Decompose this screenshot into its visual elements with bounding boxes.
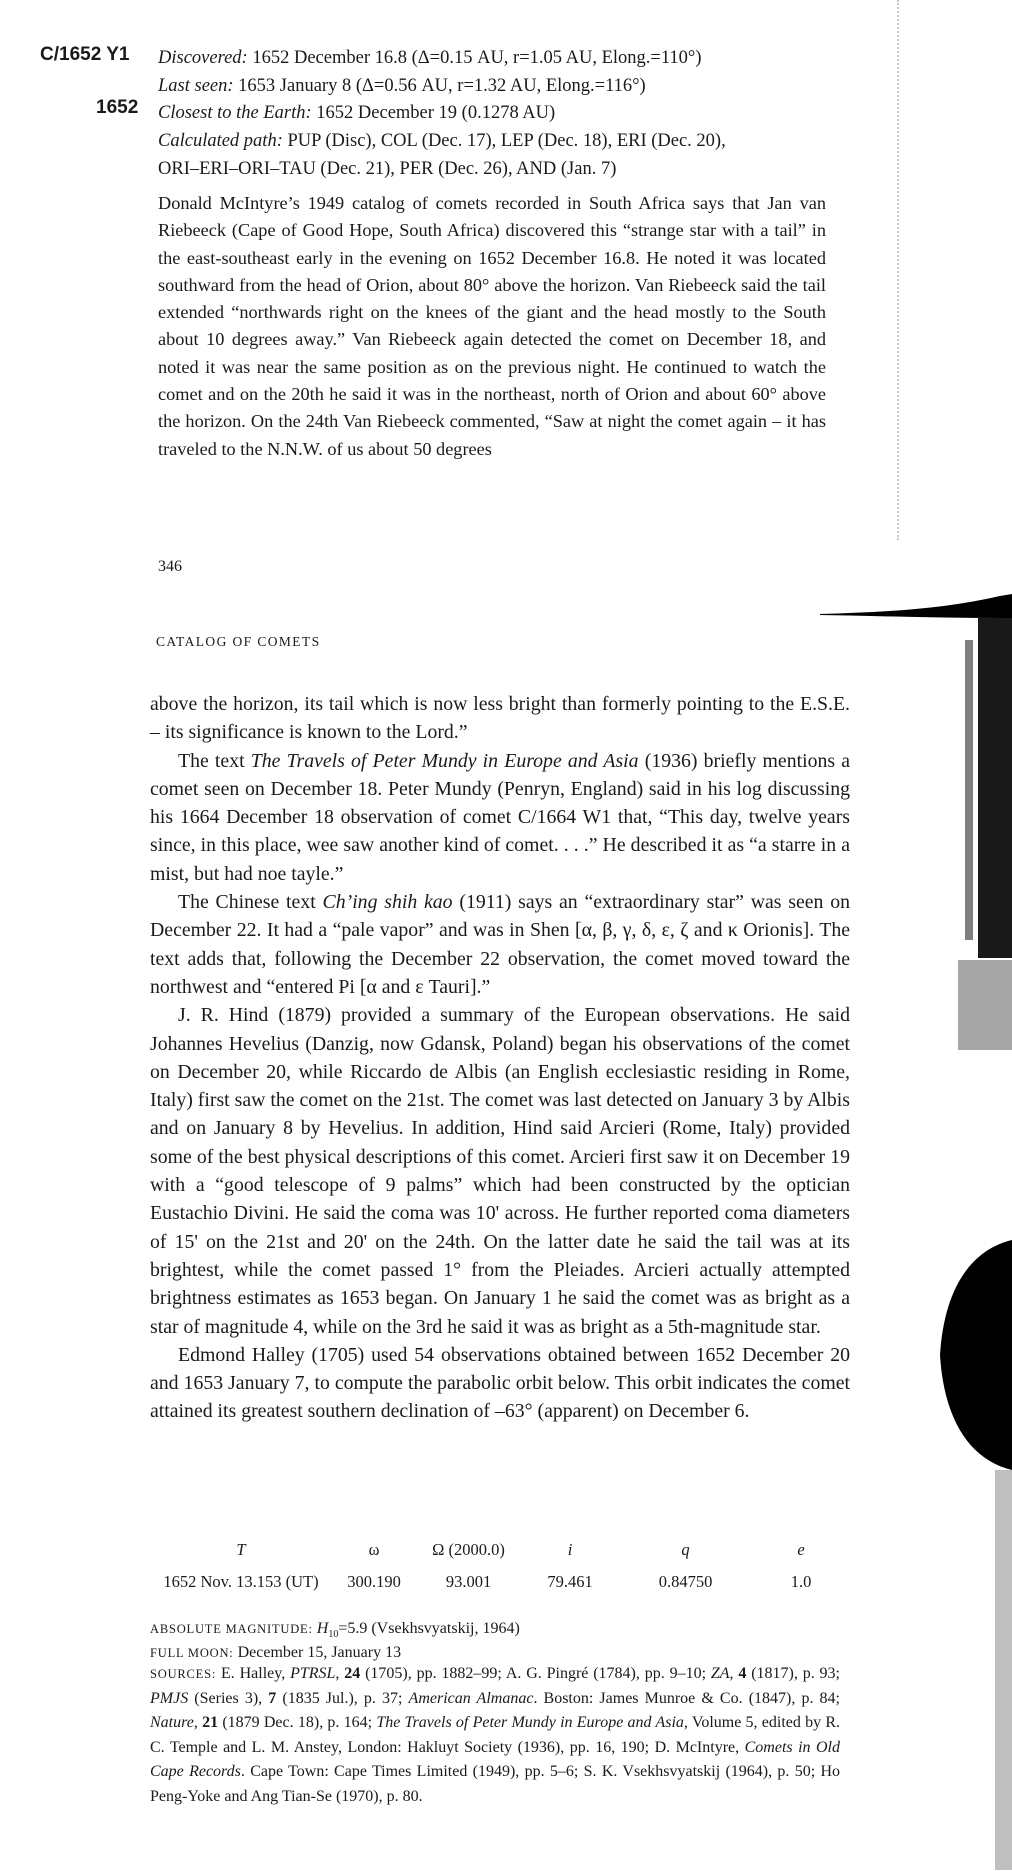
orbit-table <box>150 1536 850 1594</box>
last-seen-text: 1653 January 8 (Δ=0.56 AU, r=1.32 AU, Elong.=116°) <box>238 76 646 96</box>
full-moon-label: FULL MOON: <box>150 1646 234 1660</box>
sources-text: (1835 Jul.), p. 37; <box>276 1689 409 1707</box>
paragraph-continuation: above the horizon, its tail which is now less bright than formerly pointing to the E.S.E. – its significance is known to the Lord.” <box>150 693 850 744</box>
sources-text: . Cape Town: Cape Times Limited (1949), pp. 5–6; S. K. Vsekhsvyatskij (1964), p. 50; Ho Peng-Yoke and Ang Tian-Se (1970), p. 80. <box>150 1763 841 1805</box>
sources <box>150 1662 840 1810</box>
closest-line <box>158 101 555 125</box>
mundy-title: The Travels of Peter Mundy in Europe and Asia <box>250 749 639 772</box>
chinese-text-b: (1911) says an “extraordinary star” was seen on December 22. It had a “pale vapor” and was in Shen [α, β, γ, δ, ε, ζ and κ Orionis]. The text adds that, following the December 22 observation, the comet moved toward the northwest and “entered Pi [α and ε Tauri].” <box>150 891 850 998</box>
source-title: The Travels of Peter Mundy in Europe and Asia <box>376 1714 684 1732</box>
sources-text: (1879 Dec. 18), p. 164; <box>218 1714 377 1732</box>
sources-text: E. Halley, <box>216 1665 291 1682</box>
closest-label: Closest to the Earth: <box>158 103 312 123</box>
source-volume: 24 <box>344 1665 361 1682</box>
discovered-label: Discovered: <box>158 48 248 68</box>
sources-text: , <box>729 1665 739 1682</box>
orbit-table-header <box>150 1536 850 1570</box>
closest-text: 1652 December 19 (0.1278 AU) <box>316 103 556 123</box>
sources-text: (1817), p. 93; <box>746 1665 840 1682</box>
main-text <box>150 690 850 1426</box>
mundy-text-a: The text <box>178 749 251 772</box>
cell-omega: 300.190 <box>347 1572 401 1591</box>
abs-mag-label: ABSOLUTE MAGNITUDE: <box>150 1622 313 1636</box>
sources-text: , <box>335 1665 345 1682</box>
col-i: i <box>567 1540 573 1559</box>
path-text-1: PUP (Disc), COL (Dec. 17), LEP (Dec. 18), ERI (Dec. 20), <box>287 131 726 151</box>
discovered-line <box>158 46 701 70</box>
source-title: Nature <box>150 1714 194 1732</box>
source-title: American Almanac <box>408 1689 534 1707</box>
sources-label: SOURCES: <box>150 1667 217 1681</box>
sources-text: . Boston: James Munroe & Co. (1847), p. 84; <box>533 1689 840 1707</box>
scan-edge-blob <box>930 1240 1012 1470</box>
paragraph-hind: J. R. Hind (1879) provided a summary of the European observations. He said Johannes Hevelius (Danzig, now Gdansk, Poland) began his observations of the comet on December 20, while Riccardo de Albis (an English ecclesiastic residing in Rome, Italy) first saw the comet on the 21st. The comet was last detected on January 3 by Albis and on January 8 by Hevelius. In addition, Hind said Arcieri (Rome, Italy) provided some of the best physical descriptions of this comet. Arcieri first saw it on December 19 with a “good telescope of 9 palms” which had been constructed by the optician Eustachio Divini. He said the coma was 10' across. He further reported coma diameters of 15' on the 21st and 20' on the 24th. On the latter date he said the tail was at its brightest, while the comet passed 1° from the Pleiades. Arcieri actually attempted brightness estimates as 1653 began. On January 1 he said the comet was as bright as a star of magnitude 4, while on the 3rd he said it was as bright as a 5th-magnitude star. <box>150 1004 850 1338</box>
chinese-title: Ch’ing shih kao <box>322 891 453 914</box>
cell-e: 1.0 <box>790 1572 812 1591</box>
paragraph-halley: Edmond Halley (1705) used 54 observations obtained between 1652 December 20 and 1653 January 7, to compute the parabolic orbit below. This orbit indicates the comet attained its greatest southern declination of –63° (apparent) on December 6. <box>150 1343 850 1423</box>
source-volume: 7 <box>268 1689 277 1707</box>
last-seen-line <box>158 74 646 98</box>
col-e: e <box>797 1540 805 1559</box>
path-text-2: ORI–ERI–ORI–TAU (Dec. 21), PER (Dec. 26), AND (Jan. 7) <box>158 159 617 179</box>
path-line <box>158 129 726 153</box>
paragraph-discovery-text: Donald McIntyre’s 1949 catalog of comets recorded in South Africa says that Jan van Riebeeck (Cape of Good Hope, South Africa) discovered this “strange star with a tail” in the east-southeast early in the evening on 1652 December 16.8. He noted it was located southward from the head of Orion, about 80° above the horizon. Van Riebeeck said the tail extended “northwards right on the knees of the giant and the head mostly to the South about 10 degrees away.” Van Riebeeck again detected the comet on December 18, and noted it was near the same position as on the previous night. He continued to watch the comet and on the 20th he said it was in the northeast, north of Orion and about 60° above the horizon. On the 24th Van Riebeeck commented, “Saw at night the comet again – it has traveled to the N.N.W. of us about 50 degrees <box>158 193 826 459</box>
source-volume: 21 <box>202 1714 219 1732</box>
col-node: Ω (2000.0) <box>432 1540 505 1559</box>
scan-edge-streak <box>965 640 973 940</box>
mundy-text-b: (1936) briefly mentions a comet seen on December 18. Peter Mundy (Penryn, England) said in his log discussing his 1664 December 18 observation of comet C/1664 W1 that, “This day, twelve years since, in this place, wee saw another kind of comet. . . .” He described it as “a starre in a mist, but had noe tayle.” <box>150 749 851 885</box>
running-head: CATALOG OF COMETS <box>156 634 321 649</box>
cell-q: 0.84750 <box>658 1572 713 1591</box>
scan-edge-fade <box>958 960 1012 1050</box>
col-T: T <box>236 1540 246 1559</box>
abs-mag-value: =5.9 (Vsekhsvyatskij, 1964) <box>338 1620 520 1637</box>
sources-text: (1705), pp. 1882–99; A. G. Pingré (1784), pp. 9–10; <box>360 1665 711 1682</box>
table-row <box>150 1570 850 1594</box>
abs-mag-h: H <box>316 1620 329 1637</box>
comet-designation: C/1652 Y1 <box>40 44 130 65</box>
source-title: ZA <box>710 1665 730 1682</box>
source-volume: 4 <box>738 1665 747 1682</box>
col-q: q <box>681 1540 690 1559</box>
paragraph-discovery <box>158 190 826 463</box>
comet-year: 1652 <box>96 97 139 118</box>
source-title: Comets in Old Cape Records <box>150 1738 840 1781</box>
source-title: PMJS <box>150 1689 189 1707</box>
paragraph-mundy <box>150 747 850 888</box>
sources-text: , <box>193 1714 203 1732</box>
cell-i: 79.461 <box>547 1572 593 1591</box>
abs-mag-sub: 10 <box>328 1629 339 1641</box>
col-omega: ω <box>368 1540 380 1559</box>
page-number: 346 <box>158 558 182 575</box>
scan-edge-dark <box>978 618 1012 958</box>
chinese-text-a: The Chinese text <box>178 891 323 914</box>
source-title: PTRSL <box>290 1665 336 1682</box>
path-line-2 <box>158 157 616 181</box>
path-label: Calculated path: <box>158 131 283 151</box>
discovered-text: 1652 December 16.8 (Δ=0.15 AU, r=1.05 AU, Elong.=110°) <box>252 48 702 68</box>
cell-T: 1652 Nov. 13.153 (UT) <box>163 1572 319 1591</box>
cell-node: 93.001 <box>445 1572 492 1591</box>
full-moon-value: December 15, January 13 <box>237 1644 402 1661</box>
scan-edge-lower <box>995 1470 1012 1870</box>
last-seen-label: Last seen: <box>158 76 234 96</box>
sources-text: (Series 3), <box>188 1689 269 1707</box>
sources-text: , Volume 5, edited by R. C. Temple and L. M. Anstey, London: Hakluyt Society (1936), pp. 16, 190; D. McIntyre, <box>150 1714 841 1756</box>
scan-dotted-line <box>897 0 899 540</box>
paragraph-chinese <box>150 888 850 1001</box>
